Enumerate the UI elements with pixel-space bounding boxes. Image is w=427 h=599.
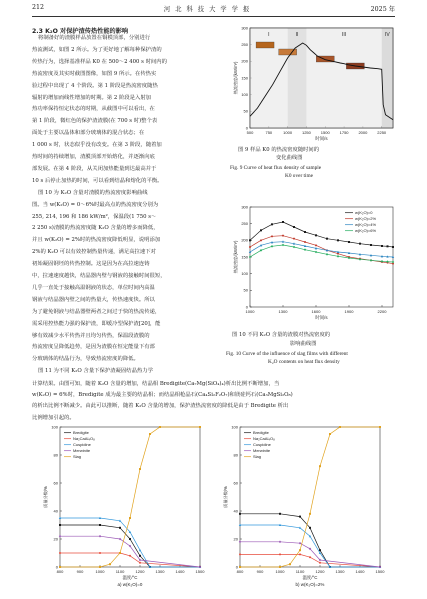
data-point [299, 549, 301, 551]
subfigure-label: b) w(K₂O)=2% [295, 582, 325, 587]
x-tick-label: 500 [246, 130, 254, 135]
data-point [99, 552, 101, 554]
body-text-line: 钢液与结晶器内壁之间的热量大，传热速度快。所以 [32, 296, 155, 303]
data-point [59, 566, 61, 568]
data-point [260, 239, 262, 241]
x-tick-label: 1300 [155, 569, 165, 574]
x-axis-label: 温度/°C [122, 575, 138, 580]
x-tick-label: 1900 [344, 309, 354, 314]
x-tick-label: 1600 [311, 309, 321, 314]
fig9-caption-en: Fig. 9 Curve of heat flux density of sample [230, 165, 322, 171]
data-point [315, 251, 317, 254]
body-text-line: 计算结果。由图可知，随着 K₂O 含量的增加，结晶相 Bredigite(Ca₇Mg(SiO₄)₄)析出比例不断增加，当 [32, 381, 280, 387]
data-point [99, 535, 101, 538]
legend-label: w(K₂O)=2% [355, 216, 377, 221]
data-point [392, 246, 394, 248]
body-text-line: 255, 214, 196 和 186 kW/m²，保温段(1 750 s～ [32, 213, 157, 220]
x-tick-label: 1400 [355, 569, 365, 574]
x-tick-label: 900 [256, 569, 264, 574]
data-point [239, 553, 241, 555]
x-tick-label: 2200 [377, 309, 387, 314]
data-point [159, 426, 161, 428]
data-point [279, 513, 281, 515]
page-number: 212 [32, 4, 45, 11]
data-point [59, 535, 61, 538]
data-point [304, 231, 306, 233]
data-point [99, 524, 101, 526]
data-point [139, 468, 141, 470]
snapshot-image [256, 42, 274, 48]
stage-region [288, 28, 307, 128]
y-tick-label: 80 [53, 452, 58, 458]
y-tick-label: 60 [53, 480, 58, 486]
fig10-caption-en2: K₂O contents on heat flux density [268, 359, 340, 365]
x-tick-label: 800 [236, 569, 244, 574]
y-tick-label: 100 [51, 424, 58, 430]
data-point [260, 229, 262, 231]
x-axis-label: 时间/s [315, 315, 328, 320]
stage-label: IV [384, 32, 390, 38]
data-point [370, 259, 372, 262]
x-tick-label: 1300 [335, 569, 345, 574]
body-text-line: 部发展。在第 4 阶段，从关闭加热能量到达最高并于 [32, 165, 157, 172]
data-point [319, 465, 321, 467]
legend-label: w(K₂O)=0 [355, 210, 373, 215]
series-line [240, 525, 380, 567]
data-point [282, 235, 284, 237]
data-point [304, 241, 306, 243]
y-tick-label: 0 [235, 564, 238, 570]
data-point [119, 552, 121, 554]
x-tick-label: 1100 [295, 569, 305, 574]
x-tick-label: 1000 [283, 130, 293, 135]
data-point [299, 542, 301, 545]
data-point [199, 426, 201, 428]
x-tick-label: 1750 [339, 130, 349, 135]
data-point [392, 261, 394, 264]
x-tick-label: 1100 [115, 569, 125, 574]
body-text-line: w(K₂O) = 6%时，Bredigite 成为最主要的结晶相；而结晶相枪晶石(Ca₄Si₂F₂O₇)和镁硅钙石(Ca₃MgSi₂O₈) [32, 392, 293, 399]
legend-label: Merwinite [73, 448, 91, 453]
body-text-line: 2 250 s)渣膜的热流密度随 K₂O 含量的增多而降低， [32, 225, 159, 232]
y-tick-label: 50 [243, 108, 248, 114]
y-tick-label: 0 [245, 304, 248, 310]
data-point [99, 566, 101, 568]
data-point [309, 527, 311, 529]
body-text-line: 面处于主要以晶体和部分玻璃体的混合状态；在 [32, 130, 145, 137]
data-point [304, 248, 306, 251]
x-tick-label: 900 [76, 569, 84, 574]
series-line [240, 514, 380, 567]
body-text-line: 几乎一直处于接触高温钢液的状态，单位时间内高温 [32, 284, 155, 291]
body-text-line: 比例增加引起的。 [32, 414, 75, 421]
body-text-line: 热流密度及其实时截图图像，如图 9 所示。在传热实 [32, 70, 157, 77]
data-point [319, 549, 321, 551]
x-axis-label: 温度/°C [302, 575, 318, 580]
y-tick-label: 40 [233, 508, 238, 514]
data-point [299, 516, 301, 518]
legend-label: Cuspidine [73, 442, 91, 447]
data-point [239, 566, 241, 568]
y-axis-label: 质量分数/% [223, 486, 228, 508]
body-text-line: 为了避免钢液与结晶器壁两者之间过于快的热流传递， [32, 308, 161, 315]
legend-label: Na₂CaAl₄O₈ [253, 436, 275, 441]
body-text-line: 热流密度呈降低趋势，是因为渣膜在恒定能量下有部 [32, 344, 155, 351]
data-point [249, 246, 251, 248]
data-point [379, 426, 381, 428]
y-tick-label: 0 [245, 125, 248, 131]
body-text-line: 并且 w(K₂O) = 2%时的热流密度降低明显，说明添加 [32, 237, 161, 244]
journal-title: 河 北 科 技 大 学 学 报 [163, 6, 251, 13]
data-point [293, 246, 295, 249]
fig9-caption-en2: K0 over time [285, 173, 313, 179]
y-tick-label: 200 [241, 237, 248, 243]
body-text-line: 热流测试，如图 2 所示。为了更好地了解每种保护渣的 [32, 46, 162, 53]
x-tick-label: 1250 [301, 130, 311, 135]
stage-label: I [268, 32, 270, 38]
page-header [32, 4, 395, 17]
data-point [381, 245, 383, 247]
data-point [326, 238, 328, 240]
body-text-line: 10 s 后停止加热的时间，可以看到结晶和熔化的平衡。 [32, 177, 163, 184]
data-point [282, 221, 284, 223]
x-tick-label: 1200 [135, 569, 145, 574]
y-tick-label: 50 [243, 287, 248, 293]
y-tick-label: 60 [233, 480, 238, 486]
y-tick-label: 40 [53, 508, 58, 514]
data-point [239, 513, 241, 515]
x-tick-label: 1500 [195, 569, 205, 574]
body-text-line: 中，拉速速度越快，结晶器内壁与钢液的接触时间很短， [32, 273, 166, 279]
data-point [129, 555, 131, 557]
legend-label: w(K₂O)=6% [355, 228, 377, 233]
y-tick-label: 20 [233, 536, 238, 542]
y-axis-label: 热流密度/(kW/m²) [233, 61, 238, 95]
legend-label: Bredigite [253, 430, 269, 435]
stage-label: III [341, 32, 347, 38]
data-point [279, 553, 281, 555]
y-tick-label: 100 [241, 92, 248, 98]
figure-11-chart [40, 423, 390, 595]
x-tick-label: 1000 [95, 569, 105, 574]
x-tick-label: 1000 [245, 309, 255, 314]
y-tick-label: 200 [241, 58, 248, 64]
data-point [129, 517, 131, 519]
data-point [309, 513, 311, 515]
data-point [293, 226, 295, 228]
body-text-line: 初始凝固钢坯的传热控制。这是因为在高拉速连铸 [32, 261, 150, 268]
body-text-line: 的析出比例不断减少。由此可以推断，随着 K₂O 含量的增加，保护渣热流密度的降低是由于 Bredigite 析出 [32, 403, 289, 410]
data-point [271, 245, 273, 248]
body-text-line: 将制备好的渣膜样品放置在铜模顶部，分别进行 [38, 35, 151, 41]
y-tick-label: 300 [241, 25, 248, 31]
data-point [260, 249, 262, 252]
data-point [326, 253, 328, 256]
x-tick-label: 1500 [375, 569, 385, 574]
data-point [359, 243, 361, 245]
data-point [329, 433, 331, 435]
x-tick-label: 2000 [358, 130, 368, 135]
data-point [309, 556, 311, 558]
data-point [315, 234, 317, 236]
legend-label: Na₂CaAl₄O₈ [73, 436, 95, 441]
fig9-caption-cn2: 变化曲线图 [276, 155, 303, 161]
legend-label: Bredigite [73, 430, 89, 435]
data-point [249, 239, 251, 241]
data-point [279, 566, 281, 568]
data-point [271, 235, 273, 237]
data-point [339, 426, 341, 428]
data-point [139, 562, 141, 564]
data-point [59, 552, 61, 554]
series-line [250, 242, 393, 257]
data-point [282, 244, 284, 247]
data-point [271, 223, 273, 225]
subfigure-label: a) w(K₂O)=0 [117, 582, 143, 587]
body-text-line: 热功率保持恒定状态的时期，从截图中可以看出，在 [32, 106, 155, 113]
y-axis-label: 热流密度/(kW/m²) [233, 240, 238, 274]
legend-label: Slag [73, 454, 82, 459]
y-axis-label: 质量分数/% [43, 486, 48, 508]
body-text-line: 第 1 阶段，微红色的保护渣渣膜(在 700 s 时)整个表 [32, 118, 158, 125]
figure-10-chart [228, 201, 398, 326]
data-point [279, 541, 281, 544]
data-point [348, 241, 350, 243]
data-point [149, 433, 151, 435]
body-text-line: 传热行为，选择基准样品 K0 在 500～2 400 s 时间内的 [32, 58, 167, 65]
figure-9-chart [228, 22, 398, 144]
data-point [293, 238, 295, 240]
y-tick-label: 250 [241, 221, 248, 227]
data-point [119, 527, 121, 529]
x-tick-label: 1000 [275, 569, 285, 574]
body-text-line: 2%的 K₂O 可以有效控制热量传递，满足高拉速下对 [32, 249, 156, 256]
data-point [370, 244, 372, 246]
y-tick-label: 100 [231, 424, 238, 430]
data-point [387, 245, 389, 247]
x-tick-label: 1300 [278, 309, 288, 314]
legend-label: Cuspidine [253, 442, 271, 447]
body-text-line: 1 000 s 时，状态似乎没有改变。在第 3 阶段，随着加 [32, 142, 162, 149]
data-point [337, 255, 339, 258]
body-text-line: 图 10 为 K₂O 含量对渣膜的热流密度影响曲线 [38, 189, 148, 196]
data-point [315, 244, 317, 246]
body-text-line: 分玻璃体的结晶行为，导致热流密度的降低。 [32, 356, 139, 363]
stage-region [382, 28, 393, 128]
fig9-caption-cn: 图 9 样品 K0 的热流密度随时间的 [238, 147, 319, 153]
y-tick-label: 150 [241, 254, 248, 260]
legend-label: w(K₂O)=4% [355, 222, 377, 227]
data-point [239, 541, 241, 544]
y-tick-label: 250 [241, 42, 248, 48]
x-tick-label: 1500 [320, 130, 330, 135]
y-tick-label: 80 [233, 452, 238, 458]
body-text-line: 验过程中出现了 4 个阶段。第 1 阶段是热流密度随热 [32, 82, 158, 89]
data-point [289, 563, 291, 565]
x-tick-label: 2250 [377, 130, 387, 135]
data-point [109, 563, 111, 565]
stage-region [306, 28, 381, 128]
body-text-line: 图。当 w(K₂O) = 0～6%时最高点的热流密度分别为 [32, 201, 159, 208]
x-tick-label: 800 [56, 569, 64, 574]
fig10-caption-en: Fig. 10 Curve of the influence of slag films with different [226, 351, 348, 357]
stage-label: II [295, 32, 299, 38]
body-text-line: 图 11 为不同 K₂O 含量下保护渣凝固结晶热力学 [38, 368, 153, 375]
y-tick-label: 100 [241, 271, 248, 277]
data-point [337, 239, 339, 241]
fig10-caption-cn: 图 10 不同 K₂O 含量的渣膜对热流密度的 [232, 332, 331, 338]
data-point [299, 553, 301, 555]
y-tick-label: 150 [241, 75, 248, 81]
body-text-line: 辐射的增加而线性增加的时期。第 2 阶段是入射加 [32, 94, 152, 101]
body-text-line: 热时间的持续增加，渣膜顶部开始熔化，并逐渐向底 [32, 154, 155, 160]
x-tick-label: 1200 [315, 569, 325, 574]
data-point [129, 538, 131, 540]
y-tick-label: 300 [241, 204, 248, 210]
section-heading: 2.3 K₂O 对保护渣传热性能的影响 [32, 28, 129, 35]
body-text-line: 够有效减少水平传热并且均匀传热，保温段渣膜的 [32, 332, 150, 339]
fig10-caption-cn2: 影响曲线图 [290, 341, 317, 347]
x-tick-label: 750 [265, 130, 273, 135]
legend-label: Merwinite [253, 448, 271, 453]
series-line [60, 536, 200, 567]
x-axis-label: 时间/s [315, 136, 328, 141]
y-tick-label: 20 [53, 536, 58, 542]
data-point [59, 524, 61, 526]
data-point [319, 562, 321, 564]
x-tick-label: 1400 [175, 569, 185, 574]
legend-label: Slag [253, 454, 262, 459]
year: 2025 年 [370, 6, 395, 13]
y-tick-label: 0 [55, 564, 58, 570]
data-point [139, 555, 141, 557]
body-text-line: 需采用控热能力强的保护渣，即缓冷型保护渣[20]，能 [32, 320, 161, 327]
